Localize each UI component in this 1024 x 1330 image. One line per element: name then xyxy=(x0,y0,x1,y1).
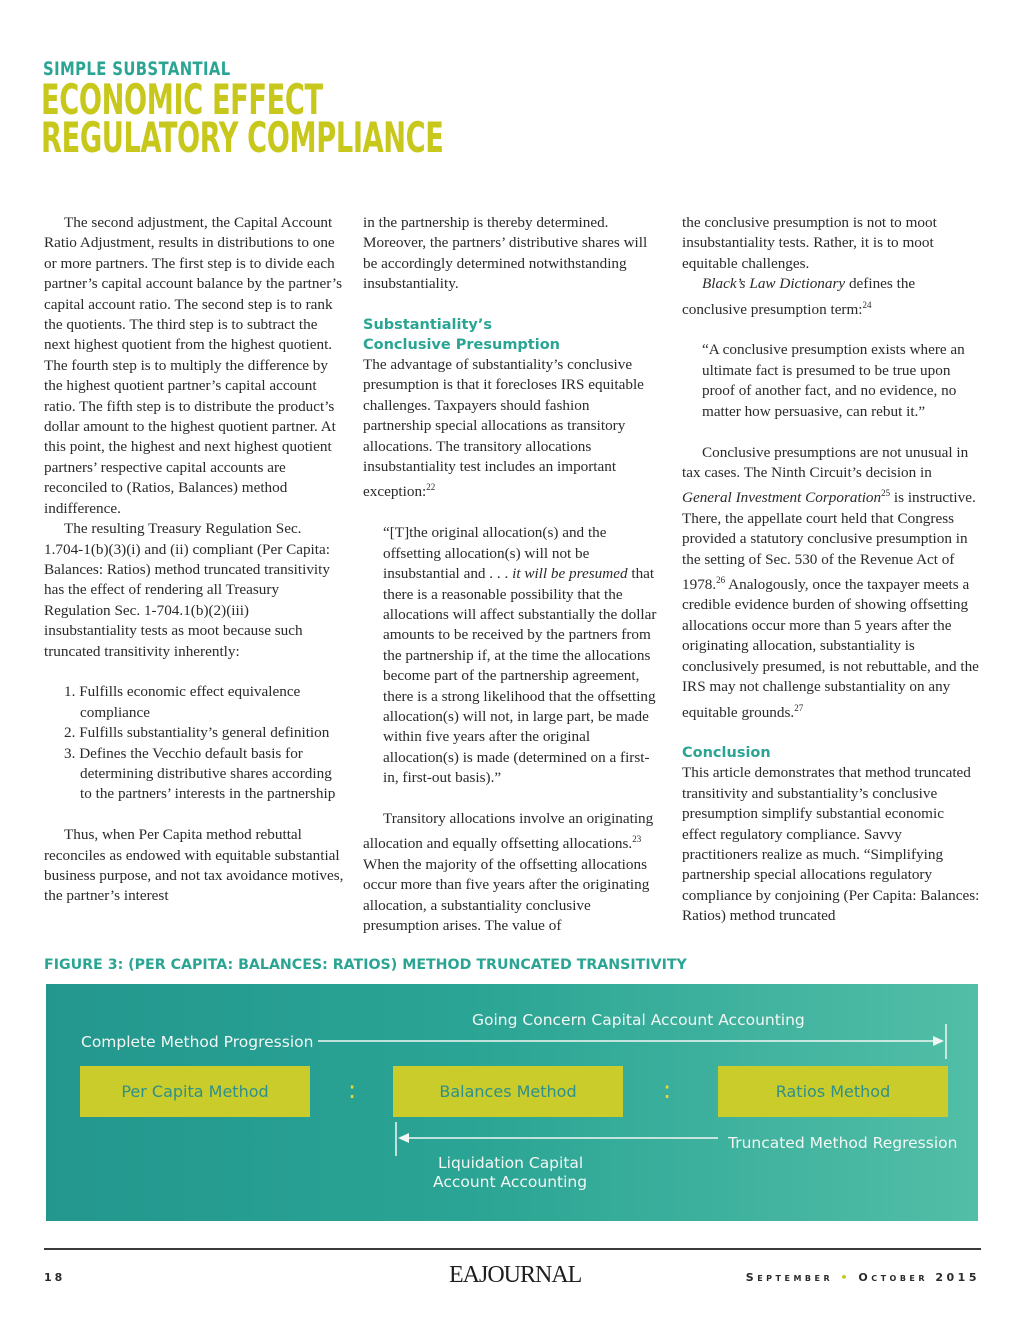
list-item: 3. Defines the Vecchio default basis for determining distributive shares according to the partners’ interests in the partnership xyxy=(64,744,336,803)
issue-date: September • October 2015 xyxy=(745,1271,980,1284)
paragraph: The resulting Treasury Regulation Sec. 1.704-1(b)(3)(i) and (ii) compliant (Per Capita: Balances: Ratios) method truncated transitivity has the effect of rendering all Treasury Regulation Sec. 1-704.1(b)(2)(iii) insubstantiality tests as moot because such truncated transitivity inherently: xyxy=(44,520,330,660)
liquidation-label-line1: Liquidation Capital xyxy=(438,1154,584,1172)
text-column-3 xyxy=(682,213,980,927)
complete-progression-label: Complete Method Progression xyxy=(81,1033,314,1051)
liquidation-label-line2: Account Accounting xyxy=(433,1173,588,1191)
journal-logo: EAJOURNAL xyxy=(449,1262,582,1288)
footnote-ref: 27 xyxy=(794,702,804,713)
paragraph: The advantage of substantiality’s conclusive presumption is that it forecloses IRS equitable challenges. Taxpayers should fashion partnership special allocations as transitory allocations. The transitory allocations insubstantiality test includes an important exception:$^{22}$ xyxy=(363,356,644,501)
progression-arrow-head xyxy=(933,1036,944,1046)
article-kicker: SIMPLE SUBSTANTIAL xyxy=(43,58,231,80)
going-concern-label: Going Concern Capital Account Accounting xyxy=(472,1011,805,1029)
footnote-ref: 25 xyxy=(881,488,891,499)
per-capita-method-box: Per Capita Method xyxy=(80,1066,310,1117)
paragraph: Conclusive presumptions are not unusual in tax cases. The Ninth Circuit’s decision in General Investment Corporation$^{25}$ is instructive. There, the appellate court held that Congress provided a statutory conclusive presumption in the setting of Sec. 530 of the Revenue Act of 1978.26 Analogously, once the taxpayer meets a credible evidence burden of showing offsetting allocations occur more than 5 years after the originating allocation, substantiality is conclusively presumed, is not rebuttable, and the IRS may not challenge substantiality on any equitable grounds.$^{27}$ xyxy=(682,443,979,721)
ratios-method-box: Ratios Method xyxy=(718,1066,948,1117)
text-column-2 xyxy=(363,213,659,936)
regression-arrow-head xyxy=(398,1133,409,1143)
list-item: 2. Fulfills substantiality’s general definition xyxy=(64,724,330,742)
paragraph: Transitory allocations involve an originating allocation and equally offsetting allocations.$^{23}$ When the majority of the offsetting allocations occur more than five years after the originating allocation, a substantiality conclusive presumption arises. The value of xyxy=(363,809,654,935)
paragraph: The second adjustment, the Capital Account Ratio Adjustment, results in distributions to one or more partners. The first step is to divide each partner’s capital account balance by the partner’s capital account ratio. The second step is to rank the quotients. The third step is to subtract the next highest quotient from the highest quotient. The fourth step is to multiply the difference by the highest quotient partner’s capital account ratio. The fifth step is to distribute the product’s dollar amount to the highest quotient partner. At this point, the highest and next highest quotient partners’ respective capital accounts are reconciled to (Ratios, Balances) method indifference. xyxy=(44,214,342,517)
numbered-list xyxy=(64,682,344,804)
article-headline-line1: ECONOMIC EFFECT xyxy=(41,75,323,124)
footnote-ref: 23 xyxy=(632,834,642,845)
paragraph: the conclusive presumption is not to moot insubstantiality tests. Rather, it is to moot equitable challenges. xyxy=(682,214,937,272)
footnote-ref: 24 xyxy=(862,299,872,310)
separator-colon: : xyxy=(663,1076,672,1104)
footnote-ref: 22 xyxy=(426,482,436,493)
text-column-1 xyxy=(44,213,344,907)
article-headline-line2: REGULATORY COMPLIANCE xyxy=(41,113,444,162)
paragraph: Thus, when Per Capita method rebuttal reconciles as endowed with equitable substantial business purpose, and not tax avoidance motives, the partner’s interest xyxy=(44,826,344,905)
section-heading: Conclusive Presumption xyxy=(363,337,560,354)
footer-rule xyxy=(44,1248,981,1250)
block-quote: “A conclusive presumption exists where an ultimate fact is presumed to be true upon proof of another fact, and no evidence, no matter how persuasive, can rebut it.” xyxy=(702,341,965,420)
balances-method-box: Balances Method xyxy=(393,1066,623,1117)
figure-diagram xyxy=(46,984,978,1221)
section-heading: Conclusion xyxy=(682,745,771,762)
footnote-ref: 26 xyxy=(716,575,726,585)
block-quote: “[T]the original allocation(s) and the offsetting allocation(s) will not be insubstantial and . . . it will be presumed that there is a reasonable possibility that the allocations will affect substantially the dollar amounts to be received by the partners from the partnership if, at the time the allocations become part of the partnership agreement, there is a strong likelihood that the offsetting allocation(s) will not, in large part, be made within five years after the original allocation(s) is made (determined on a first-in, first-out basis).” xyxy=(383,524,657,787)
paragraph: in the partnership is thereby determined. Moreover, the partners’ distributive shares will be accordingly determined notwithstanding insubstantiality. xyxy=(363,214,648,293)
paragraph: Black’s Law Dictionary defines the conclusive presumption term:$^{24}$ xyxy=(682,275,916,318)
list-item: 1. Fulfills economic effect equivalence compliance xyxy=(64,683,301,721)
page-number: 18 xyxy=(44,1271,66,1284)
section-heading: Substantiality’s xyxy=(363,317,492,334)
figure-title: FIGURE 3: (PER CAPITA: BALANCES: RATIOS) METHOD TRUNCATED TRANSITIVITY xyxy=(44,957,687,973)
paragraph: This article demonstrates that method truncated transitivity and substantiality’s conclusive presumption simplify substantial economic effect regulatory compliance. Savvy practitioners realize as much. “Simplifying partnership special allocations regulatory compliance by conjoining (Per Capita: Balances: Ratios) method truncated xyxy=(682,764,980,925)
truncated-regression-label: Truncated Method Regression xyxy=(728,1134,958,1152)
separator-colon: : xyxy=(348,1076,357,1104)
